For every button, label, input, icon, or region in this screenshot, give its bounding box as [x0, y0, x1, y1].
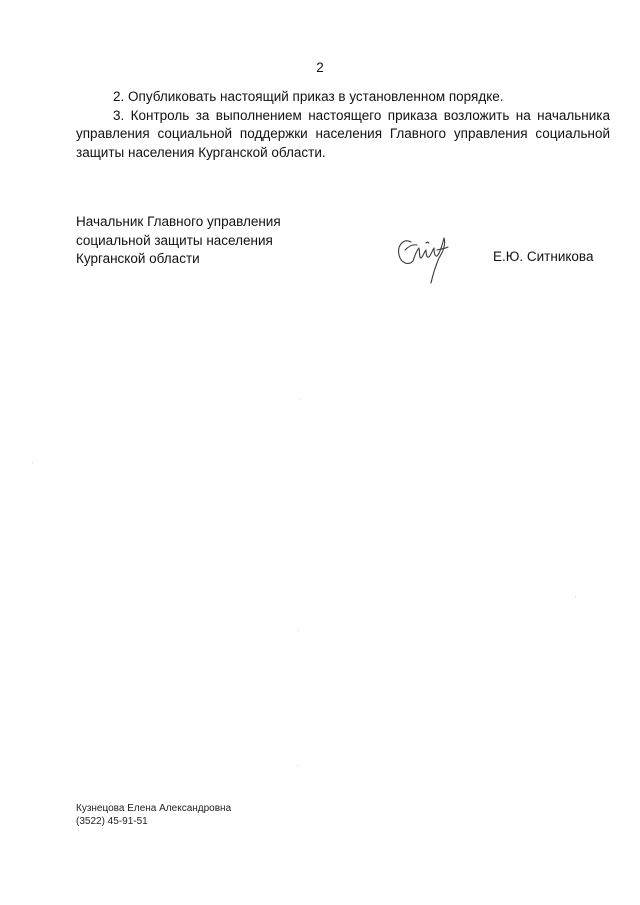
- handwritten-signature: [393, 228, 455, 286]
- signer-name: Е.Ю. Ситникова: [493, 249, 594, 264]
- scan-speck: [300, 398, 301, 399]
- page-number: 2: [316, 60, 324, 75]
- signer-position-line-3: Курганской области: [76, 251, 200, 267]
- executor-name: Кузнецова Елена Александровна: [76, 803, 232, 814]
- scan-speck: [297, 765, 298, 766]
- scan-speck: [32, 462, 33, 463]
- scan-speck: [575, 596, 576, 597]
- signer-position: [76, 213, 281, 269]
- executor-phone: (3522) 45-91-51: [76, 816, 148, 827]
- signer-position-line-1: Начальник Главного управления: [76, 214, 281, 229]
- executor-info: [76, 802, 231, 828]
- scan-speck: [298, 630, 299, 631]
- order-body: [76, 88, 610, 162]
- paragraph-control: 3. Контроль за выполнением настоящего приказа возложить на начальника управления социальной поддержки населения Главного управления социальной защиты населения Курганской области.: [76, 107, 610, 160]
- signer-position-line-2: социальной защиты населения: [76, 232, 273, 248]
- paragraph-publish: 2. Опубликовать настоящий приказ в установленном порядке.: [113, 89, 504, 104]
